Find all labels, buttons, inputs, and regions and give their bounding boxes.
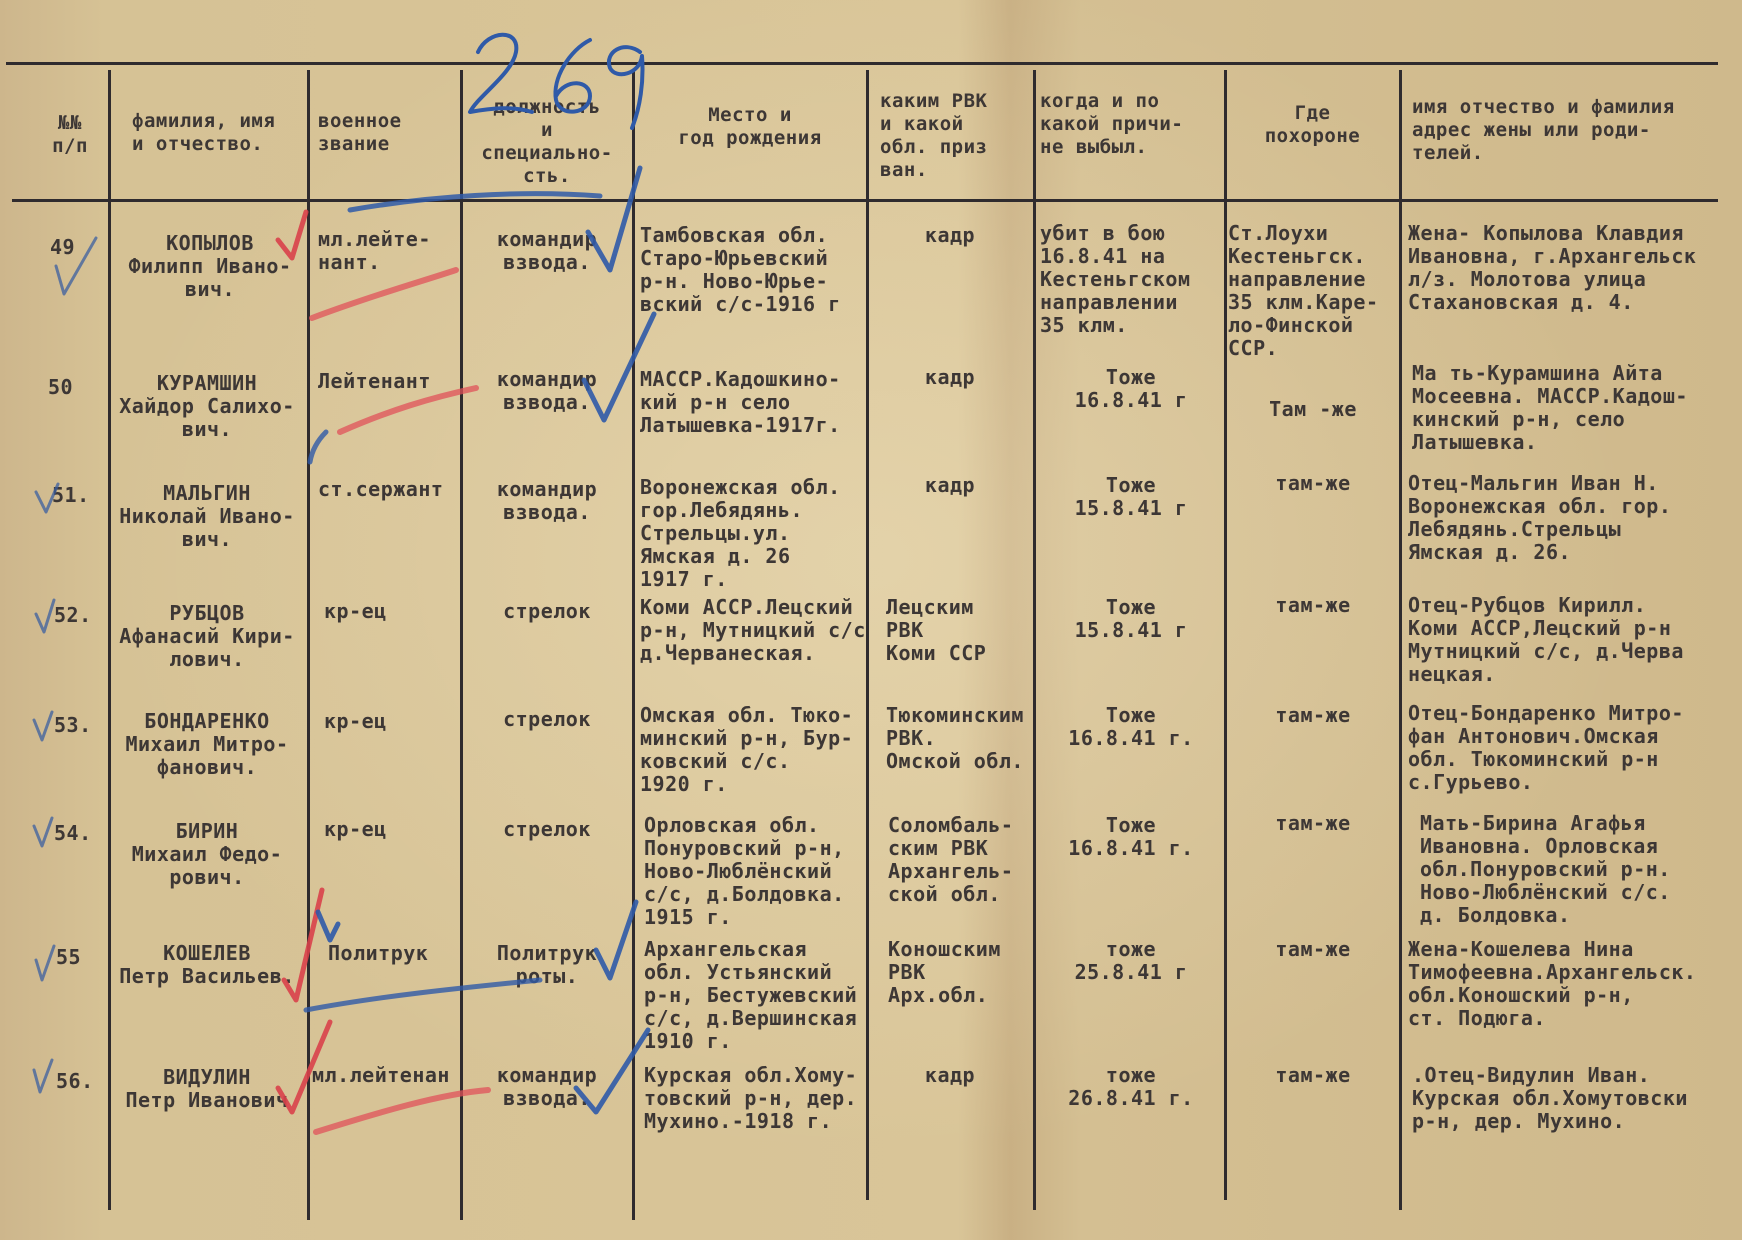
row-name: МАЛЬГИН Николай Ивано- вич. — [119, 481, 295, 551]
header-name: фамилия, имя и отчество. — [132, 110, 276, 155]
header-rvk: каким РВК и какой обл. приз ван. — [880, 90, 988, 181]
row-rank: Лейтенант — [318, 369, 431, 393]
row-buried: там-же — [1275, 811, 1351, 835]
row-rank: кр-ец — [324, 709, 387, 733]
row-position: стрелок — [503, 817, 591, 841]
top-rule — [6, 62, 1718, 65]
row-num: 51. — [52, 483, 90, 507]
row-when: тоже 25.8.41 г — [1074, 937, 1188, 984]
header-buried: Где похороне — [1264, 102, 1361, 147]
row-birth: Омская обл. Тюко- минский р-н, Бур- ковский с/с. 1920 г. — [640, 703, 854, 796]
row-when: тоже 26.8.41 г. — [1068, 1063, 1194, 1110]
header-relatives: имя отчество и фамилия адрес жены или роди- телей. — [1412, 96, 1675, 164]
row-name: КУРАМШИН Хайдор Салихо- вич. — [119, 371, 295, 441]
row-relatives: Мать-Бирина Агафья Ивановна. Орловская обл.Понуровский р-н. Ново-Люблёнский с/с. д. Болдовка. — [1420, 811, 1671, 927]
row-num: 49 — [50, 235, 76, 259]
row-position: стрелок — [503, 599, 591, 623]
row-rvk: Соломбаль- ским РВК Архангель- ской обл. — [888, 813, 1014, 906]
row-name: БОНДАРЕНКО Михаил Митро- фанович. — [125, 709, 289, 779]
row-buried: там-же — [1275, 1063, 1351, 1087]
row-buried: там-же — [1275, 703, 1351, 727]
row-rvk: Коношским РВК Арх.обл. — [888, 937, 1001, 1007]
header-num: №№ п/п — [52, 112, 88, 157]
row-rank: кр-ец — [324, 599, 387, 623]
row-rvk: кадр — [924, 473, 976, 497]
row-when: убит в бою 16.8.41 на Кестеньгском направлении 35 клм. — [1040, 221, 1191, 337]
row-relatives: Ма ть-Курамшина Айта Мосеевна. МАССР.Кадош- кинский р-н, село Латышевка. — [1412, 361, 1688, 454]
row-num: 56. — [56, 1069, 94, 1093]
row-rvk: кадр — [924, 223, 976, 247]
row-relatives: Жена- Копылова Клавдия Ивановна, г.Архангельск л/з. Молотова улица Стахановская д. 4. — [1408, 221, 1697, 314]
row-name: ВИДУЛИН Петр Иванович — [125, 1065, 289, 1112]
row-relatives: Отец-Мальгин Иван Н. Воронежская обл. гор. Лебядянь.Стрельцы Ямская д. 26. — [1408, 471, 1672, 564]
header-rank: военное звание — [318, 110, 402, 155]
row-buried: там-же — [1275, 471, 1351, 495]
row-buried: Ст.Лоухи Кестеньгск. направление 35 клм.Каре- ло-Финской ССР. — [1228, 221, 1379, 360]
row-position: Политрук роты. — [496, 941, 598, 988]
row-num: 55 — [56, 945, 82, 969]
row-birth: Воронежская обл. гор.Лебядянь. Стрельцы.ул. Ямская д. 26 1917 г. — [640, 475, 841, 591]
row-rvk: Тюкоминским РВК. Омской обл. — [886, 703, 1024, 773]
row-birth: Орловская обл. Понуровский р-н, Ново-Люблёнский с/с, д.Болдовка. 1915 г. — [644, 813, 845, 929]
column-divider — [1399, 70, 1402, 1210]
row-birth: Тамбовская обл. Старо-Юрьевский р-н. Ново-Юрье- вский с/с-1916 г — [640, 223, 841, 316]
row-relatives: Жена-Кошелева Нина Тимофеевна.Архангельск. обл.Коношский р-н, ст. Подюга. — [1408, 937, 1697, 1030]
row-name: КОШЕЛЕВ Петр Васильев. — [119, 941, 295, 988]
row-relatives: .Отец-Видулин Иван. Курская обл.Хомутовски р-н, дер. Мухино. — [1412, 1063, 1688, 1133]
row-relatives: Отец-Бондаренко Митро- фан Антонович.Омская обл. Тюкоминский р-н с.Гурьево. — [1408, 701, 1684, 794]
row-buried: там-же — [1275, 593, 1351, 617]
row-rank: ст.сержант — [318, 477, 444, 501]
row-name: БИРИН Михаил Федо- рович. — [131, 819, 283, 889]
column-divider — [632, 70, 635, 1220]
row-rank: мл.лейтенан — [312, 1063, 450, 1087]
row-buried: Там -же — [1269, 397, 1357, 421]
row-when: Тоже 15.8.41 г — [1074, 473, 1188, 520]
row-position: стрелок — [503, 707, 591, 731]
row-when: Тоже 16.8.41 г. — [1068, 703, 1194, 750]
header-bottom-rule — [12, 199, 1718, 202]
row-rvk: кадр — [924, 1063, 976, 1087]
row-num: 50 — [48, 375, 74, 399]
row-birth: Курская обл.Хому- товский р-н, дер. Мухино.-1918 г. — [644, 1063, 858, 1133]
header-when: когда и по какой причи- не выбыл. — [1040, 90, 1184, 158]
column-divider — [866, 70, 869, 1200]
row-num: 52. — [54, 603, 92, 627]
row-rvk: Лецским РВК Коми ССР — [886, 595, 987, 665]
row-birth: Архангельская обл. Устьянский р-н, Бестужевский с/с, д.Вершинская 1910 г. — [644, 937, 858, 1053]
row-birth: Коми АССР.Лецский р-н, Мутницкий с/с д.Черванеская. — [640, 595, 866, 665]
row-rvk: кадр — [924, 365, 976, 389]
row-position: командир взвода. — [496, 227, 598, 274]
row-position: командир взвода. — [496, 1063, 598, 1110]
row-when: Тоже 16.8.41 г. — [1068, 813, 1194, 860]
row-rank: Политрук — [328, 941, 429, 965]
row-birth: МАССР.Кадошкино- кий р-н село Латышевка-1917г. — [640, 367, 841, 437]
row-num: 53. — [54, 713, 92, 737]
row-when: Тоже 15.8.41 г — [1074, 595, 1188, 642]
row-position: командир взвода. — [496, 477, 598, 524]
row-position: командир взвода. — [496, 367, 598, 414]
row-name: РУБЦОВ Афанасий Кири- лович. — [119, 601, 295, 671]
header-position: должность и специально- сть. — [481, 96, 613, 187]
row-relatives: Отец-Рубцов Кирилл. Коми АССР,Лецский р-н Мутницкий с/с, д.Черва нецкая. — [1408, 593, 1684, 686]
row-when: Тоже 16.8.41 г — [1074, 365, 1188, 412]
row-name: КОПЫЛОВ Филипп Ивано- вич. — [128, 231, 292, 301]
row-num: 54. — [54, 821, 92, 845]
row-rank: кр-ец — [324, 817, 387, 841]
header-birth: Место и год рождения — [678, 104, 822, 149]
row-rank: мл.лейте- нант. — [318, 227, 431, 274]
row-buried: там-же — [1275, 937, 1351, 961]
